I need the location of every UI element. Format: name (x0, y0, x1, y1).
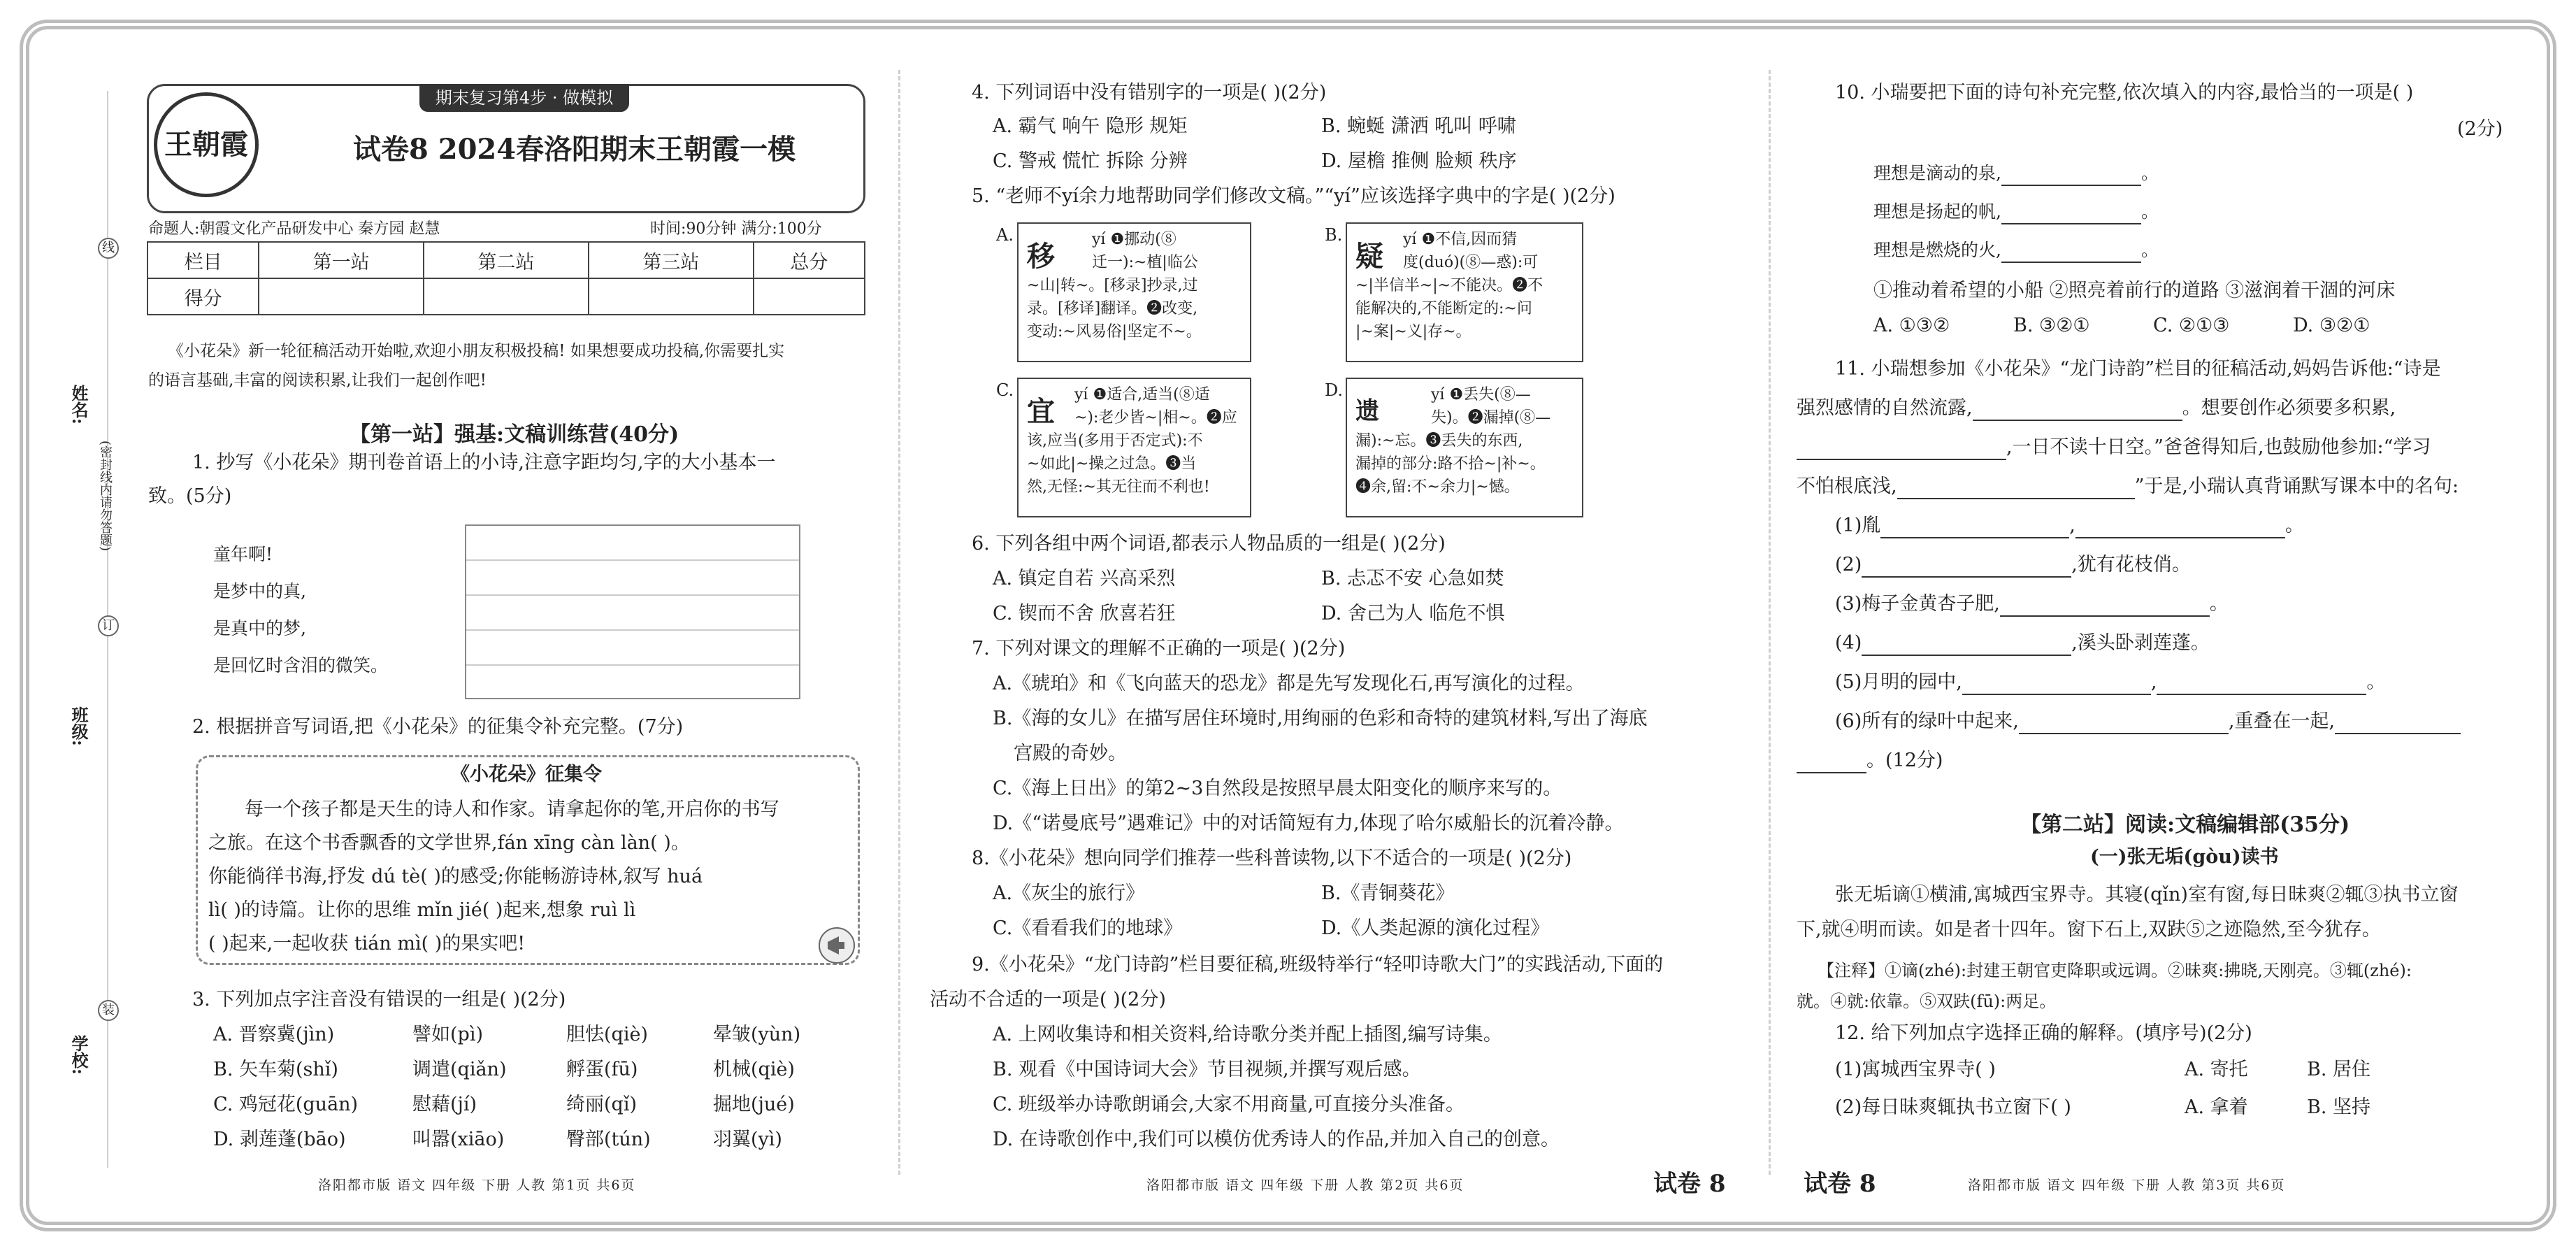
q11-item: (6)所有的绿叶中起来, ,重叠在一起, (1835, 709, 2461, 734)
column-divider-2 (1769, 70, 1771, 1175)
q3-option: 晕皱(yùn) (713, 1024, 801, 1045)
q6-stem: 6. 下列各组中两个词语,都表示人物品质的一组是( )(2分) (972, 533, 1446, 555)
score-cell[interactable] (589, 278, 754, 315)
score-cell[interactable] (754, 278, 865, 315)
q10-score: (2分) (2457, 118, 2503, 140)
q7-option[interactable]: A.《琥珀》和《飞向蓝天的恐龙》都是先写发现化石,再写演化的过程。 (993, 673, 1585, 694)
q12-item: (1)寓城西宝界寺( ) (1835, 1059, 1996, 1080)
q8-option[interactable]: A.《灰尘的旅行》 (993, 882, 1145, 904)
q12-option[interactable]: A. 拿着 (2185, 1096, 2248, 1118)
q12-option[interactable]: B. 坚持 (2307, 1096, 2371, 1118)
dict-entry-a[interactable]: 移 yí ❶挪动(⑧ 迁一):~植|临公 ~山|转~。[移录]抄录,过 录。[移译]翻译。❷改变, 变动:~风易俗|坚定不~。 (1017, 222, 1251, 362)
score-cell[interactable] (259, 278, 424, 315)
column-divider-1 (898, 70, 900, 1175)
q3-option: 绮丽(qǐ) (566, 1094, 637, 1115)
paper-title: 试卷8 2024春洛阳期末王朝霞一模 (353, 133, 796, 166)
authors: 命题人:朝霞文化产品研发中心 秦方园 赵慧 (148, 220, 440, 238)
q12-item: (2)每日昧爽辄执书立窗下( ) (1835, 1096, 2071, 1118)
q4-stem: 4. 下列词语中没有错别字的一项是( )(2分) (972, 82, 1327, 103)
dict-entry-b[interactable]: 疑 yí ❶不信,因而猜 度(duó)(⑧—惑):可 ~|半信半~|~不能决。❷不 能解决的,不能断定的:~问 |~案|~义|存~。 (1346, 222, 1583, 362)
q9-option[interactable]: C. 班级举办诗歌朗诵会,大家不用商量,可直接分头准备。 (993, 1094, 1465, 1115)
blank[interactable] (2019, 713, 2229, 734)
q3-option: 譬如(pì) (412, 1024, 483, 1045)
blank[interactable] (2157, 674, 2366, 695)
class-label: 班级: (69, 706, 89, 746)
q3-option[interactable]: A. 晋察冀(jìn) (213, 1024, 335, 1045)
dict-char: 宜 (1027, 395, 1055, 428)
q11-stem: 不怕根底浅, ”于是,小瑞认真背诵默写课本中的名句: (1797, 474, 2459, 499)
score-cell[interactable] (424, 278, 589, 315)
notice-line: lì( )的诗篇。让你的思维 mǐn jié( )起来,想象 ruì lì (208, 899, 636, 921)
q6-option[interactable]: C. 锲而不舍 欣喜若狂 (993, 603, 1176, 624)
score-header: 第三站 (589, 242, 754, 278)
seal-mark-3: 装 (98, 1000, 119, 1021)
reading-title: (一)张无垢(gòu)读书 (2090, 846, 2279, 868)
megaphone-icon (818, 927, 856, 965)
page-footer-2: 洛阳都市版 语文 四年级 下册 人教 第2页 共6页 (1146, 1178, 1465, 1193)
q6-option[interactable]: B. 忐忑不安 心急如焚 (1321, 568, 1504, 589)
reading-text: 张无垢谪①横浦,寓城西宝界寺。其寝(qǐn)室有窗,每日昧爽②辄③执书立窗 (1835, 884, 2459, 906)
review-step-tag: 期末复习第4步 · 做模拟 (419, 84, 629, 112)
q7-option[interactable]: C.《海上日出》的第2~3自然段是按照早晨太阳变化的顺序来写的。 (993, 778, 1562, 799)
q9-stem: 9.《小花朵》“龙门诗韵”栏目要征稿,班级特举行“轻叩诗歌大门”的实践活动,下面的 (972, 954, 1664, 975)
seal-mark-2: 订 (98, 615, 119, 636)
blank[interactable] (1973, 400, 2182, 421)
notice-line: 每一个孩子都是天生的诗人和作家。请拿起你的笔,开启你的书写 (245, 799, 779, 820)
notice-title: 《小花朵》征集令 (451, 764, 602, 785)
q7-stem: 7. 下列对课文的理解不正确的一项是( )(2分) (972, 638, 1346, 659)
blank[interactable] (2001, 165, 2141, 186)
brand-logo: 王朝霞 (154, 92, 259, 197)
q10-choice[interactable]: C. ②①③ (2153, 315, 2230, 336)
dict-entry-c[interactable]: 宜 yí ❶适合,适当(⑧适 ~):老少皆~|相~。❷应 该,应当(多用于否定式):不 ~如此|~操之过急。❸当 然,无怪:~其无往而不利也! (1017, 378, 1251, 517)
blank[interactable] (1797, 439, 2006, 460)
q10-choice[interactable]: B. ③②① (2013, 315, 2090, 336)
time-score: 时间:90分钟 满分:100分 (650, 220, 822, 238)
score-header: 第二站 (424, 242, 589, 278)
q12-option[interactable]: A. 寄托 (2185, 1059, 2248, 1080)
q5-stem: 5. “老师不yí余力地帮助同学们修改文稿。”“yí”应该选择字典中的字是( )(2分) (972, 185, 1616, 207)
score-header: 第一站 (259, 242, 424, 278)
q11-stem: 强烈感情的自然流露, 。想要创作必须要多积累, (1797, 396, 2396, 421)
section-1-title: 【第一站】强基:文稿训练营(40分) (350, 422, 679, 447)
q11-stem: ,一日不读十日空。”爸爸得知后,也鼓励他参加:“学习 (1797, 435, 2431, 460)
poem-line: 童年啊! (213, 544, 273, 564)
intro-line: 的语言基础,丰富的阅读积累,让我们一起创作吧! (148, 371, 487, 389)
reading-text: 下,就④明而读。如是者十四年。窗下石上,双趺⑤之迹隐然,至今犹存。 (1797, 919, 2381, 941)
q12-option[interactable]: B. 居住 (2307, 1059, 2371, 1080)
q9-stem: 活动不合适的一项是( )(2分) (930, 989, 1166, 1010)
paper-number-mark: 试卷 8 (1653, 1170, 1726, 1198)
q3-option: 掘地(jué) (713, 1094, 795, 1115)
q8-option[interactable]: D.《人类起源的演化过程》 (1321, 917, 1550, 939)
score-row-label: 得分 (147, 278, 259, 315)
q6-option[interactable]: A. 镇定自若 兴高采烈 (993, 568, 1176, 589)
blank[interactable] (1962, 674, 2151, 695)
q3-option[interactable]: D. 剥莲蓬(bāo) (213, 1129, 346, 1150)
q6-option[interactable]: D. 舍己为人 临危不惧 (1321, 603, 1505, 624)
q11-stem: 11. 小瑞想参加《小花朵》“龙门诗韵”栏目的征稿活动,妈妈告诉他:“诗是 (1835, 358, 2441, 380)
school-label: 学校: (69, 1035, 89, 1075)
q11-item: (4) ,溪头卧剥莲蓬。 (1835, 631, 2210, 656)
blank[interactable] (2001, 242, 2141, 263)
reading-note: 【注释】①谪(zhé):封建王朝官吏降职或远调。②昧爽:拂晓,天刚亮。③辄(zhé): (1818, 961, 2412, 980)
q7-option[interactable]: D.《“诺曼底号”遇难记》中的对话简短有力,体现了哈尔威船长的沉着冷静。 (993, 813, 1624, 834)
score-header: 总分 (754, 242, 865, 278)
notice-line: ( )起来,一起收获 tián mì( )的果实吧! (208, 933, 526, 955)
q12-stem: 12. 给下列加点字选择正确的解释。(填序号)(2分) (1835, 1022, 2252, 1044)
notice-line: 你能徜徉书海,抒发 dú tè( )的感受;你能畅游诗林,叙写 huá (208, 866, 703, 887)
q9-option[interactable]: A. 上网收集诗和相关资料,给诗歌分类并配上插图,编写诗集。 (993, 1024, 1502, 1045)
seal-mark-1: 线 (98, 238, 119, 259)
q8-option[interactable]: B.《青铜葵花》 (1321, 882, 1455, 904)
q10-choice[interactable]: D. ③②① (2293, 315, 2370, 336)
q7-option[interactable]: B.《海的女儿》在描写居住环境时,用绚丽的色彩和奇特的建筑材料,写出了海底 (993, 708, 1648, 729)
q11-item: (3)梅子金黄杏子肥, 。 (1835, 592, 2229, 617)
q11-item: (5)月明的园中, , 。 (1835, 670, 2385, 695)
q4-option[interactable]: B. 蜿蜒 潇洒 吼叫 呼啸 (1321, 115, 1516, 137)
q8-option[interactable]: C.《看看我们的地球》 (993, 917, 1183, 939)
q3-option: 臀部(tún) (566, 1129, 651, 1150)
q4-option[interactable]: A. 霸气 响午 隐形 规矩 (993, 115, 1188, 137)
q3-option: 机械(qiè) (713, 1059, 795, 1080)
dict-char: 遗 (1355, 397, 1379, 425)
q1-stem: 1. 抄写《小花朵》期刊卷首语上的小诗,注意字距均匀,字的大小基本一 (192, 452, 776, 473)
intro-line: 《小花朵》新一轮征稿活动开始啦,欢迎小朋友积极投稿! 如果想要成功投稿,你需要扎实 (168, 342, 785, 360)
q8-stem: 8.《小花朵》想向同学们推荐一些科普读物,以下不适合的一项是( )(2分) (972, 848, 1572, 869)
poem-line: 是回忆时含泪的微笑。 (213, 655, 389, 675)
blank[interactable] (1897, 478, 2135, 499)
q1-stem: 致。(5分) (148, 485, 232, 507)
q10-choice[interactable]: A. ①③② (1873, 315, 1950, 336)
name-label: 姓名: (69, 385, 89, 424)
blank[interactable] (1880, 517, 2069, 538)
q9-option[interactable]: D. 在诗歌创作中,我们可以模仿优秀诗人的作品,并加入自己的创意。 (993, 1129, 1560, 1150)
q10-options: ①推动着希望的小船 ②照亮着前行的道路 ③滋润着干涸的河床 (1873, 280, 2396, 301)
poem-line: 是梦中的真, (213, 581, 306, 601)
q3-stem: 3. 下列加点字注音没有错误的一组是( )(2分) (192, 989, 566, 1010)
section-2-title: 【第二站】阅读:文稿编辑部(35分) (2020, 813, 2350, 837)
q10-stem: 10. 小瑞要把下面的诗句补充完整,依次填入的内容,最恰当的一项是( ) (1835, 82, 2414, 103)
q4-option[interactable]: C. 警戒 慌忙 拆除 分辨 (993, 150, 1188, 172)
blank[interactable] (2335, 713, 2461, 734)
poem-line: 是真中的梦, (213, 618, 306, 638)
paper-number-mark: 试卷 8 (1804, 1170, 1876, 1198)
notice-line: 之旅。在这个书香飘香的文学世界,fán xīng càn làn( )。 (208, 832, 690, 854)
blank[interactable] (1862, 557, 2071, 578)
q10-line: 理想是扬起的帆, 。 (1873, 199, 2159, 224)
q9-option[interactable]: B. 观看《中国诗词大会》节目视频,并撰写观后感。 (993, 1059, 1421, 1080)
q3-option: 胆怯(qiè) (566, 1024, 648, 1045)
q3-option: 叫嚣(xiāo) (412, 1129, 505, 1150)
q3-option: 慰藉(jí) (412, 1094, 477, 1115)
blank[interactable] (1862, 635, 2071, 656)
reading-note: 就。④就:依靠。⑤双趺(fū):两足。 (1797, 992, 2057, 1011)
q10-line: 理想是滴动的泉, 。 (1873, 161, 2159, 186)
blank[interactable] (2000, 596, 2210, 617)
page-footer-1: 洛阳都市版 语文 四年级 下册 人教 第1页 共6页 (318, 1178, 636, 1193)
dict-entry-d[interactable]: 遗 yí ❶丢失(⑧— 失)。❷漏掉(⑧— 漏):~忘。❸丢失的东西, 漏掉的部分:路不拾~|补~。 ❹余,留:不~余力|~憾。 (1346, 378, 1583, 517)
q3-option[interactable]: C. 鸡冠花(guān) (213, 1094, 359, 1115)
q2-stem: 2. 根据拼音写词语,把《小花朵》的征集令补充完整。(7分) (192, 716, 684, 738)
seal-notice: (密封线内请勿答题) (98, 441, 113, 552)
page-footer-3: 洛阳都市版 语文 四年级 下册 人教 第3页 共6页 (1968, 1178, 2286, 1193)
copy-writing-grid[interactable] (465, 524, 800, 699)
q3-option: 调遣(qiǎn) (412, 1059, 507, 1080)
score-table (147, 241, 865, 315)
q3-option: 孵蛋(fū) (566, 1059, 638, 1080)
q11-item: (2) ,犹有花枝俏。 (1835, 552, 2191, 578)
q7-option-cont: 宫殿的奇妙。 (1014, 743, 1127, 764)
blank[interactable] (1797, 752, 1866, 773)
dict-char: 移 (1027, 240, 1055, 273)
q11-item: 。(12分) (1797, 748, 1943, 773)
q11-item: (1)胤 , 。 (1835, 513, 2304, 538)
score-header: 栏目 (147, 242, 259, 278)
binding-column (66, 91, 115, 1168)
dict-char: 疑 (1355, 240, 1383, 273)
q4-option[interactable]: D. 屋檐 推侧 脸颊 秩序 (1321, 150, 1517, 172)
blank[interactable] (2075, 517, 2285, 538)
q10-line: 理想是燃烧的火, 。 (1873, 238, 2159, 263)
q3-option: 羽翼(yì) (713, 1129, 782, 1150)
q3-option[interactable]: B. 矢车菊(shǐ) (213, 1059, 338, 1080)
blank[interactable] (2001, 203, 2141, 224)
